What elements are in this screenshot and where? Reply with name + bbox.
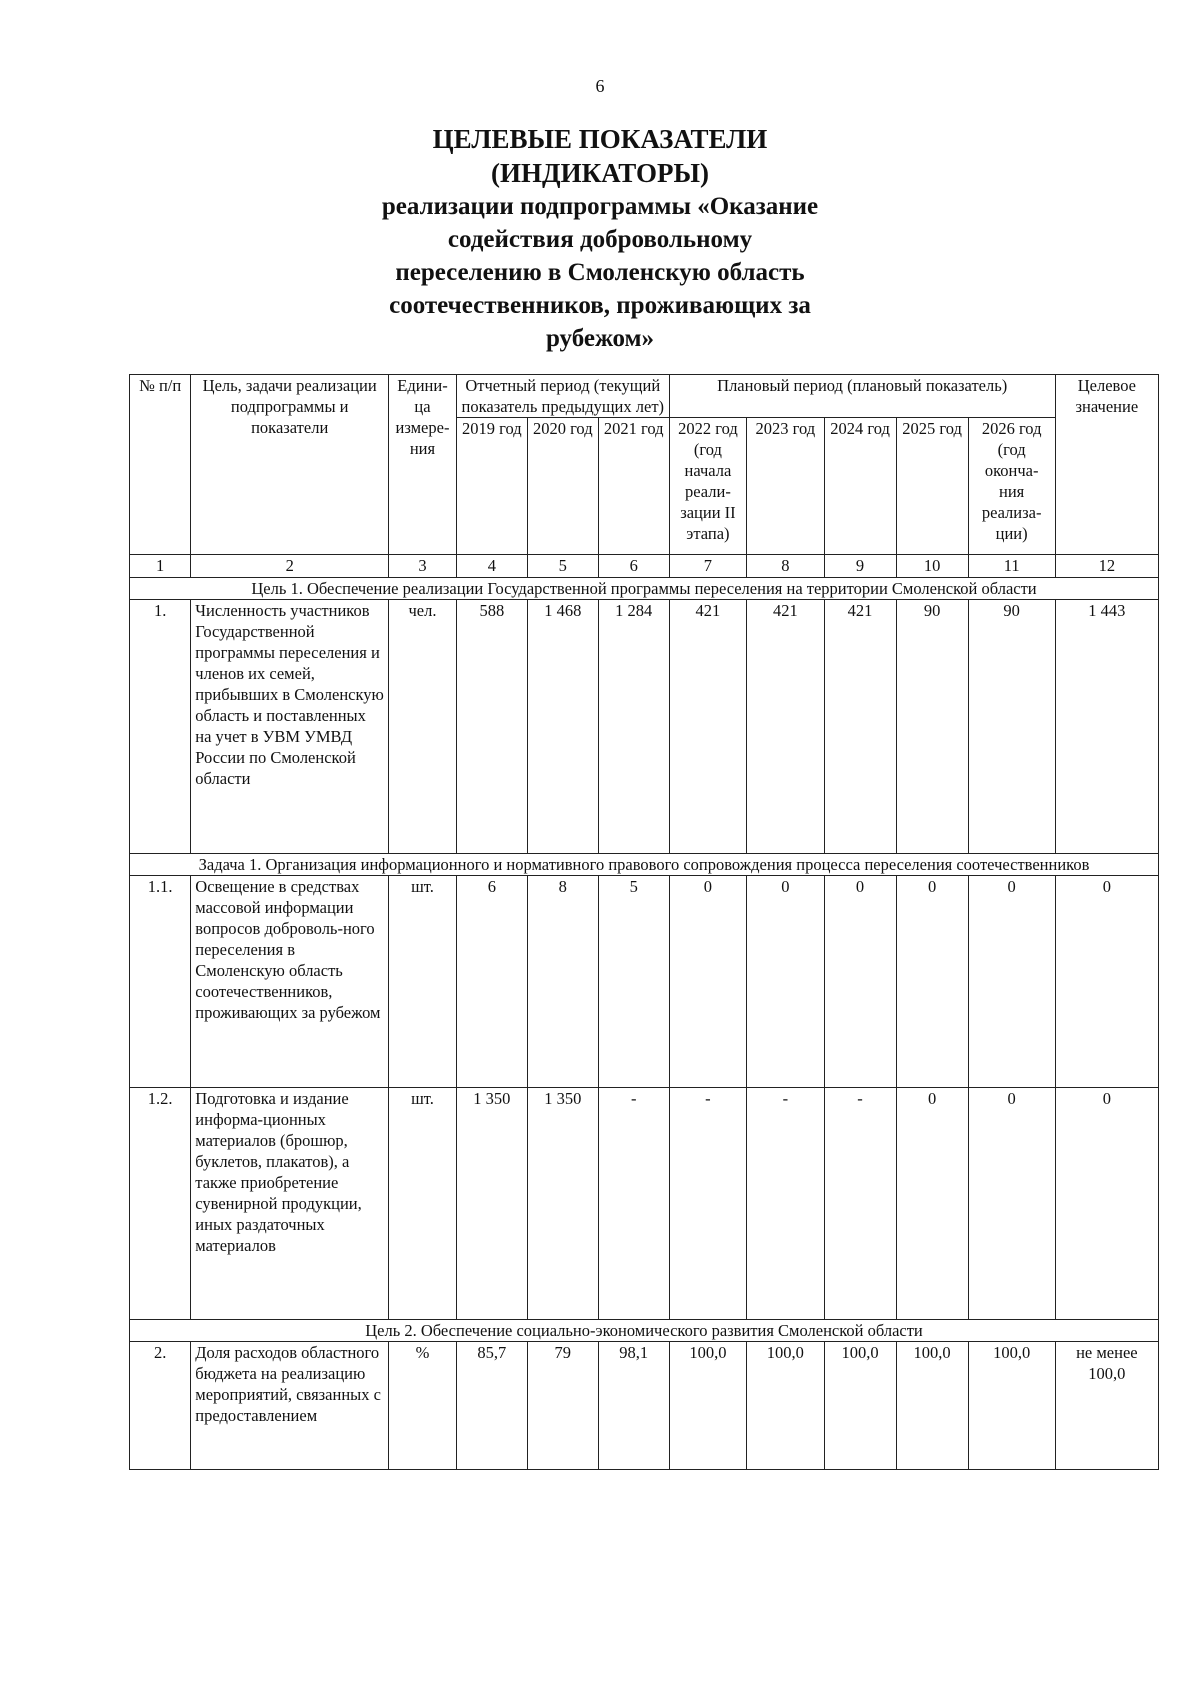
table-row — [130, 1342, 1159, 1470]
value-2023: 100,0 — [747, 1342, 824, 1470]
value-2022: - — [669, 1088, 746, 1320]
value-2023: 421 — [747, 600, 824, 854]
value-2020: 8 — [527, 876, 598, 1088]
column-number: 5 — [527, 555, 598, 578]
column-number: 3 — [389, 555, 457, 578]
target-value: 1 443 — [1055, 600, 1158, 854]
goal-row — [130, 1320, 1159, 1342]
value-2019: 1 350 — [456, 1088, 527, 1320]
row-number: 1. — [130, 600, 191, 854]
column-number: 6 — [598, 555, 669, 578]
column-number: 12 — [1055, 555, 1158, 578]
table-row — [130, 1088, 1159, 1320]
value-2023: 0 — [747, 876, 824, 1088]
task-row — [130, 854, 1159, 876]
unit-cell: шт. — [389, 876, 457, 1088]
value-2024: 421 — [824, 600, 896, 854]
column-number: 7 — [669, 555, 746, 578]
value-2025: 0 — [896, 1088, 968, 1320]
column-number: 1 — [130, 555, 191, 578]
indicators-table — [129, 374, 1159, 1470]
indicator-name: Численность участников Государственной программы переселения и членов их семей, прибывших в Смоленскую область и поставленных на учет в УВМ УМВД России по Смоленской области — [191, 600, 389, 854]
value-2026: 0 — [968, 876, 1055, 1088]
value-2025: 0 — [896, 876, 968, 1088]
unit-cell: % — [389, 1342, 457, 1470]
value-2021: 1 284 — [598, 600, 669, 854]
header-year-2024: 2024 год — [824, 418, 896, 555]
value-2020: 1 350 — [527, 1088, 598, 1320]
value-2026: 100,0 — [968, 1342, 1055, 1470]
goal-2-heading: Цель 2. Обеспечение социально-экономического развития Смоленской области — [130, 1320, 1159, 1342]
value-2019: 588 — [456, 600, 527, 854]
value-2026: 90 — [968, 600, 1055, 854]
header-year-2020: 2020 год — [527, 418, 598, 555]
column-number: 9 — [824, 555, 896, 578]
indicator-name: Доля расходов областного бюджета на реализацию мероприятий, связанных с предоставлением — [191, 1342, 389, 1470]
title-line: (ИНДИКАТОРЫ) — [491, 158, 709, 188]
header-planned-period: Плановый период (плановый показатель) — [669, 375, 1055, 418]
target-value: 0 — [1055, 876, 1158, 1088]
header-year-2026: 2026 год (год оконча-ния реализа-ции) — [968, 418, 1055, 555]
task-1-heading: Задача 1. Организация информационного и нормативного правового сопровождения процесса переселения соотечественников — [130, 854, 1159, 876]
value-2025: 90 — [896, 600, 968, 854]
table-row — [130, 600, 1159, 854]
page-number: 6 — [595, 76, 605, 96]
title-line: реализации подпрограммы «Оказание — [381, 193, 819, 220]
header-target: Целевое значение — [1055, 375, 1158, 555]
value-2020: 1 468 — [527, 600, 598, 854]
value-2026: 0 — [968, 1088, 1055, 1320]
value-2025: 100,0 — [896, 1342, 968, 1470]
value-2024: 100,0 — [824, 1342, 896, 1470]
value-2021: - — [598, 1088, 669, 1320]
value-2020: 79 — [527, 1342, 598, 1470]
goal-1-heading: Цель 1. Обеспечение реализации Государственной программы переселения на территории Смоленской области — [130, 578, 1159, 600]
header-year-2019: 2019 год — [456, 418, 527, 555]
row-number: 1.1. — [130, 876, 191, 1088]
unit-cell: чел. — [389, 600, 457, 854]
unit-cell: шт. — [389, 1088, 457, 1320]
header-year-2021: 2021 год — [598, 418, 669, 555]
table-row — [130, 876, 1159, 1088]
value-2021: 5 — [598, 876, 669, 1088]
row-number: 2. — [130, 1342, 191, 1470]
header-row — [130, 375, 1159, 418]
indicator-name: Освещение в средствах массовой информации вопросов доброволь-ного переселения в Смоленскую область соотечественников, проживающих за рубежом — [191, 876, 389, 1088]
header-num: № п/п — [130, 375, 191, 555]
value-2019: 6 — [456, 876, 527, 1088]
column-number: 10 — [896, 555, 968, 578]
header-reporting-period: Отчетный период (текущий показатель предыдущих лет) — [456, 375, 669, 418]
value-2021: 98,1 — [598, 1342, 669, 1470]
header-unit: Едини-ца измере-ния — [389, 375, 457, 555]
column-numbers-row — [130, 555, 1159, 578]
value-2022: 0 — [669, 876, 746, 1088]
header-year-2022: 2022 год (год начала реали-зации II этапа) — [669, 418, 746, 555]
value-2024: 0 — [824, 876, 896, 1088]
title-line: содействия добровольному — [447, 226, 753, 253]
column-number: 2 — [191, 555, 389, 578]
value-2023: - — [747, 1088, 824, 1320]
target-value: не менее 100,0 — [1055, 1342, 1158, 1470]
goal-row — [130, 578, 1159, 600]
column-number: 8 — [747, 555, 824, 578]
title-line: переселению в Смоленскую область — [395, 259, 805, 286]
column-number: 4 — [456, 555, 527, 578]
header-year-2025: 2025 год — [896, 418, 968, 555]
target-value: 0 — [1055, 1088, 1158, 1320]
indicator-name: Подготовка и издание информа-ционных материалов (брошюр, буклетов, плакатов), а также приобретение сувенирной продукции, иных раздаточных материалов — [191, 1088, 389, 1320]
value-2022: 421 — [669, 600, 746, 854]
column-number: 11 — [968, 555, 1055, 578]
document-title — [330, 122, 870, 355]
value-2019: 85,7 — [456, 1342, 527, 1470]
title-line: ЦЕЛЕВЫЕ ПОКАЗАТЕЛИ — [432, 124, 768, 154]
header-year-2023: 2023 год — [747, 418, 824, 555]
row-number: 1.2. — [130, 1088, 191, 1320]
value-2024: - — [824, 1088, 896, 1320]
header-goal: Цель, задачи реализации подпрограммы и показатели — [191, 375, 389, 555]
value-2022: 100,0 — [669, 1342, 746, 1470]
title-line: рубежом» — [545, 325, 655, 352]
title-line: соотечественников, проживающих за — [389, 292, 811, 319]
